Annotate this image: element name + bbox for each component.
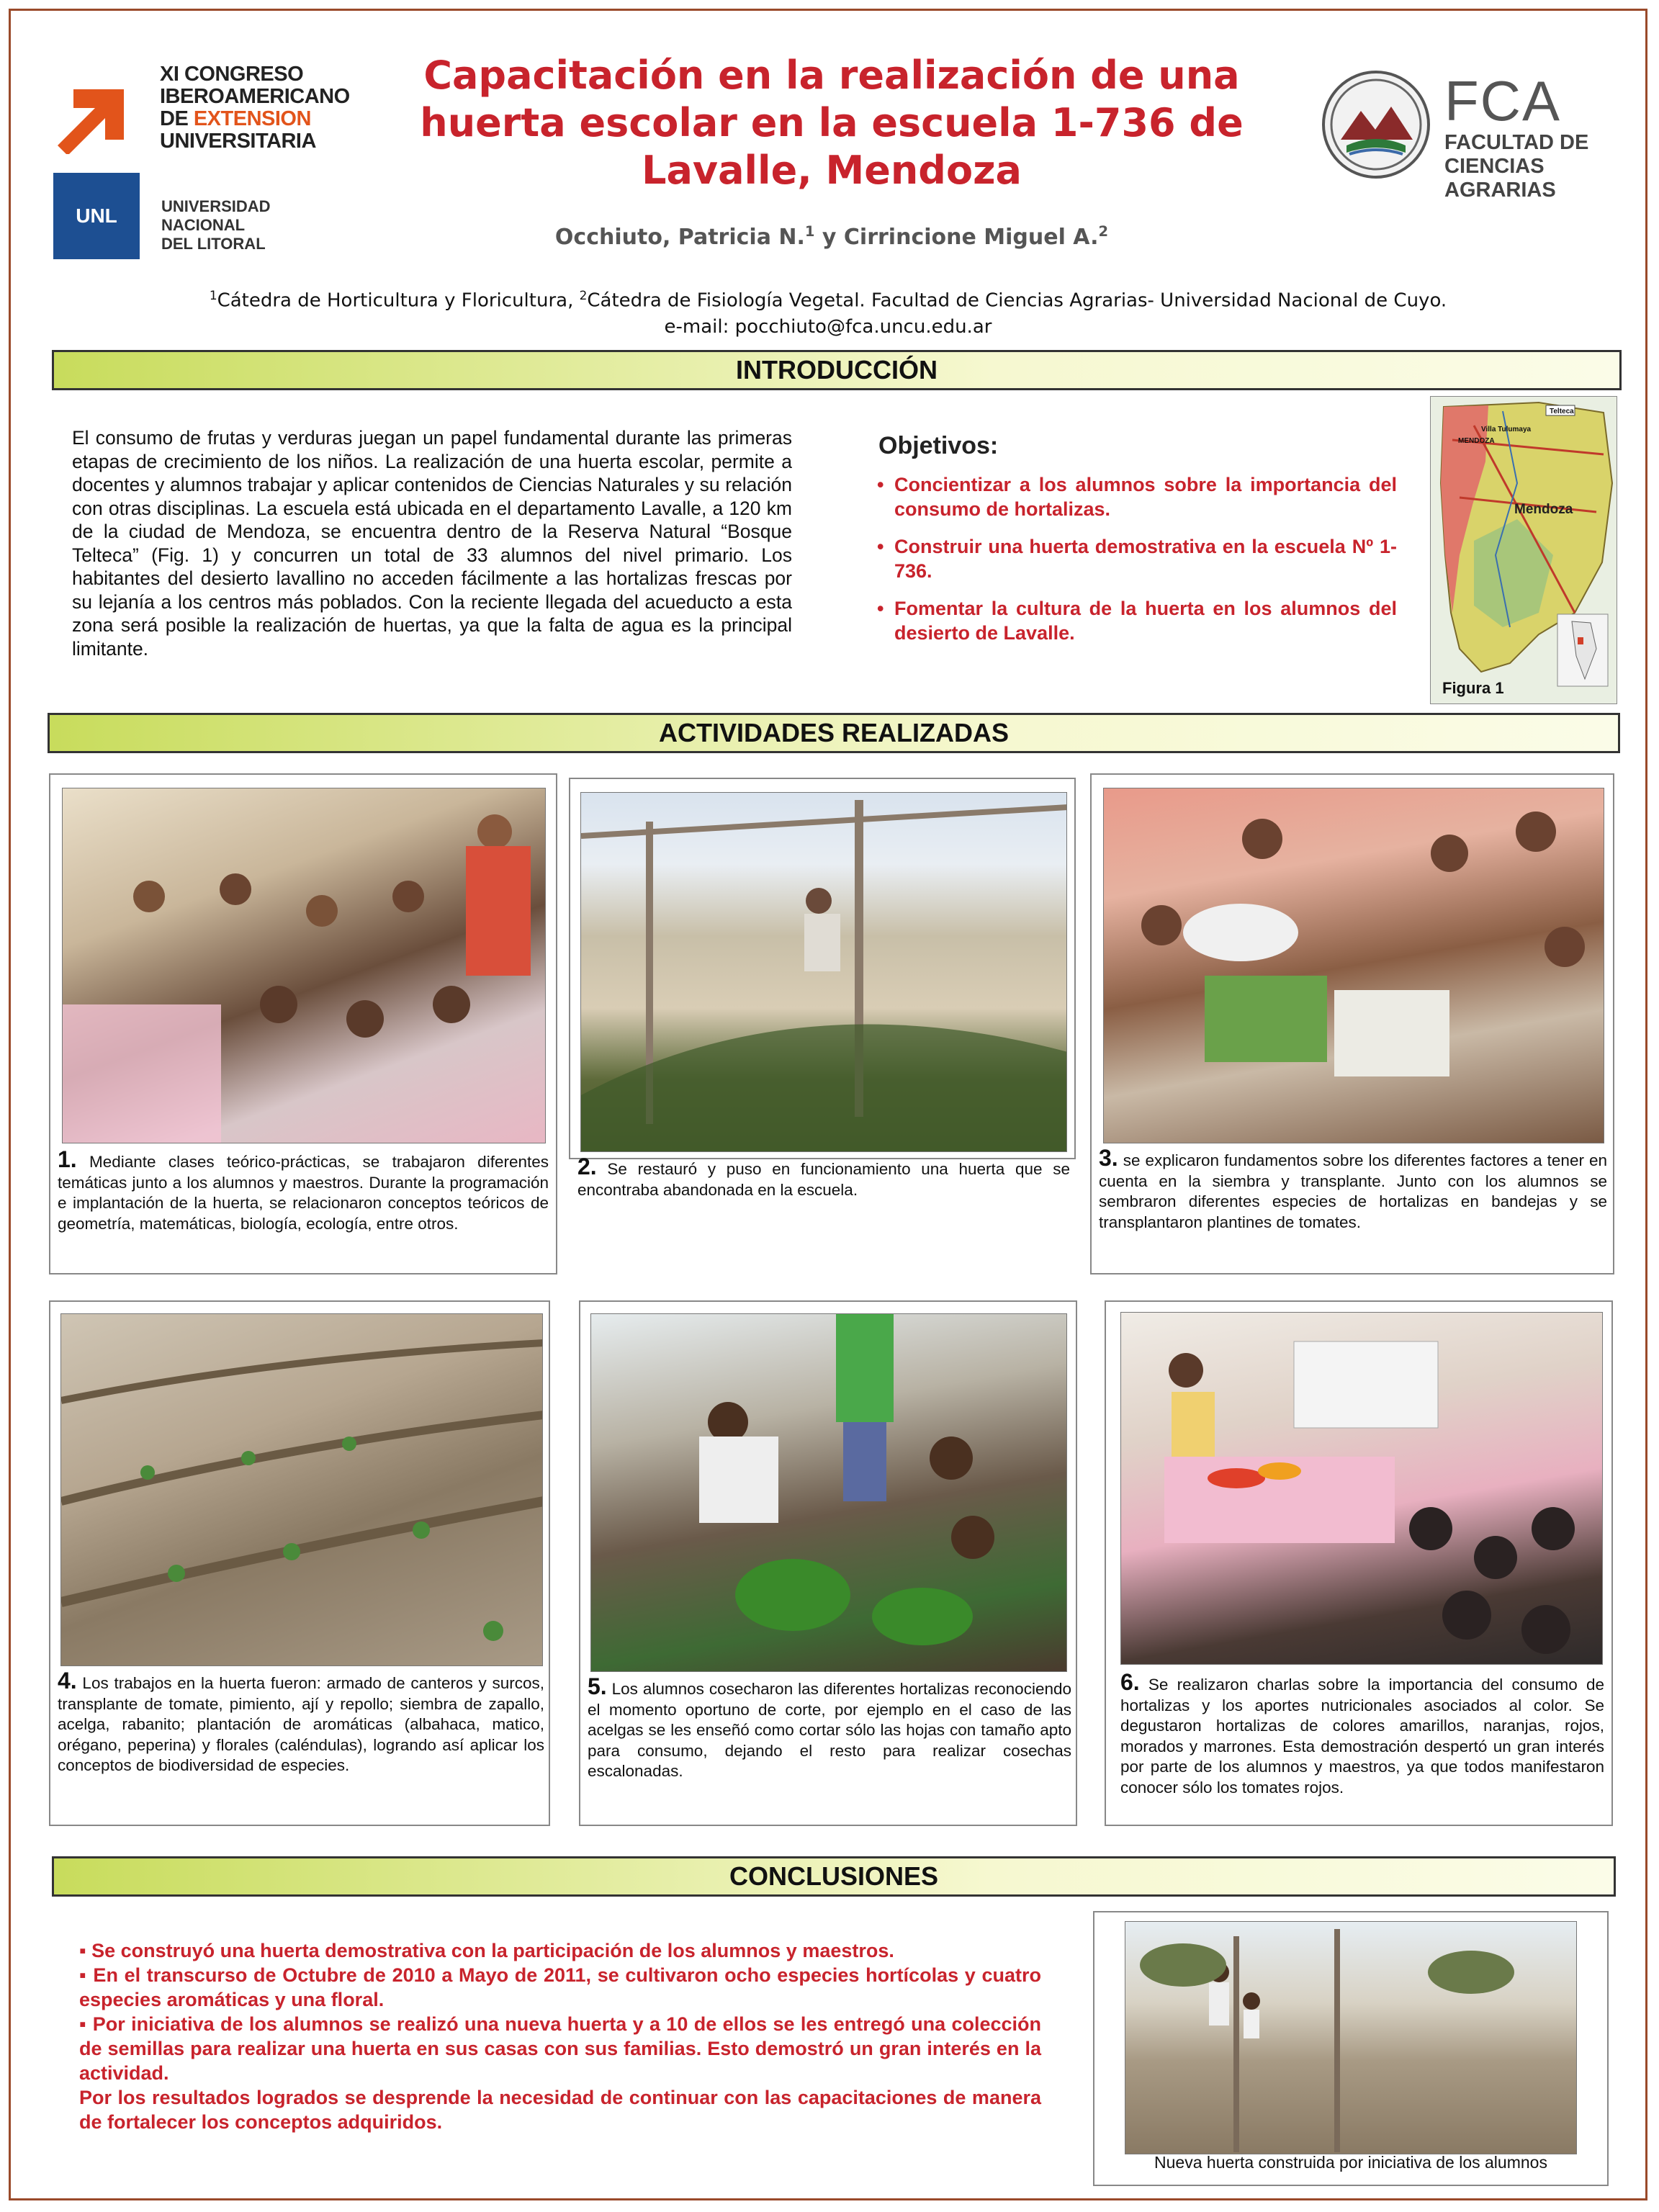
- activity-number-6: 6.: [1120, 1669, 1140, 1695]
- conclusions-list: [79, 1938, 1041, 2134]
- author-2-sup: 2: [1098, 223, 1109, 240]
- affiliations: [144, 282, 1512, 340]
- conclusion-item: ▪ En el transcurso de Octubre de 2010 a Mayo de 2011, se cultivaron ocho especies hortícolas y cuatro especies aromáticas y una floral.: [79, 1964, 1041, 2010]
- activity-number-5: 5.: [588, 1673, 607, 1699]
- congreso-logo: [52, 60, 350, 154]
- unl-badge: UNL: [53, 173, 140, 259]
- intro-paragraph: El consumo de frutas y verduras juegan un papel fundamental durante las primeras etapas de crecimiento de los niños. La realización de una huerta escolar, permite a docentes y alumnos trabajar y aplicar contenidos de Ciencias Naturales y su relación con otras disciplinas. La escuela está ubicada en el departamento Lavalle, a 120 km de la ciudad de Mendoza, se encuentra dentro de la Reserva Natural “Bosque Telteca” (Fig. 1) y concurren un total de 33 alumnos del nivel primario. Los habitantes del desierto lavallino no acceden fácilmente a las hortalizas frescas por su lejanía a los centros más poblados. Con la reciente llegada del acueducto a esta zona será posible la realización de huertas, ya que la falta de agua es la principal limitante.: [72, 427, 792, 660]
- new-garden-photo: [1125, 1921, 1577, 2154]
- affiliation-line: [144, 282, 1512, 314]
- activity-caption-2: [577, 1156, 1070, 1200]
- arrow-logo-icon: [52, 60, 145, 154]
- activity-caption-3: [1099, 1145, 1607, 1233]
- conclusion-photo-caption: Nueva huerta construida por iniciativa de los alumnos: [1154, 2153, 1547, 2172]
- section-header-intro: INTRODUCCIÓN: [52, 350, 1622, 390]
- map-caption: Figura 1: [1442, 679, 1504, 697]
- activity-number-4: 4.: [58, 1668, 77, 1694]
- map-label-telteca: Telteca: [1550, 408, 1574, 415]
- activity-number-2: 2.: [577, 1154, 597, 1179]
- activity-text-2: Se restauró y puso en funcionamiento una huerta que se encontraba abandonada en la escuela.: [577, 1160, 1070, 1199]
- activity-text-6: Se realizaron charlas sobre la importancia del consumo de hortalizas y los aportes nutricionales asociados al color. Se degustaron hortalizas de colores amarillos, naranjas, rojos, morados y marrones. Esta demostración despertó un gran interés por parte de los alumnos y maestros, ya que todos manifestaron conocer sólo los tomates rojos.: [1120, 1676, 1604, 1797]
- author-2: y Cirrincione Miguel A.: [814, 225, 1099, 250]
- affil-sup-1: 1: [209, 288, 217, 302]
- fca-abbr: FCA: [1444, 69, 1561, 132]
- author-1-sup: 1: [804, 223, 815, 240]
- activity-caption-6: [1120, 1669, 1604, 1798]
- author-1: Occhiuto, Patricia N.: [554, 225, 805, 250]
- activity-caption-4: [58, 1668, 544, 1776]
- activity-text-3: se explicaron fundamentos sobre los diferentes factores a tener en cuenta en la siembra y transplante. Junto con los alumnos se sembraron diferentes especies de hortalizas en bandejas y se transplantaron plantines de tomates.: [1099, 1151, 1607, 1231]
- activity-photo-3: [1103, 788, 1604, 1143]
- map-figure: [1430, 396, 1617, 704]
- activity-caption-5: [588, 1673, 1071, 1782]
- map-label-mendoza-province: Mendoza: [1514, 502, 1573, 517]
- poster-title: Capacitación en la realización de una huerta escolar en la escuela 1-736 de Lavalle, Mendoza: [420, 53, 1244, 193]
- conclusion-item: ▪ Por iniciativa de los alumnos se realizó una nueva huerta y a 10 de ellos se les entregó una colección de semillas para realizar una huerta en sus casas con sus familias. Esto demostró un gran interés en la actividad.: [79, 2013, 1041, 2084]
- activity-photo-1: [62, 788, 546, 1143]
- congreso-line1: XI CONGRESO: [160, 63, 304, 86]
- objective-item: • Fomentar la cultura de la huerta en los alumnos del desierto de Lavalle.: [877, 596, 1397, 645]
- section-header-activities: ACTIVIDADES REALIZADAS: [48, 713, 1620, 753]
- congreso-logo-text: [160, 63, 350, 153]
- section-header-conclusions: CONCLUSIONES: [52, 1856, 1616, 1897]
- activity-caption-1: [58, 1146, 549, 1234]
- authors: [374, 223, 1289, 250]
- activity-text-1: Mediante clases teórico-prácticas, se trabajaron diferentes temáticas junto a los alumnos y maestros. Durante la programación e implantación de la huerta, se relacionaron conceptos teóricos de geometría, matemáticas, biología, ecología, entre otros.: [58, 1153, 549, 1233]
- congreso-line3: [160, 108, 350, 130]
- map-label-mendoza-city: MENDOZA: [1458, 437, 1495, 445]
- fca-seal-icon: [1322, 71, 1430, 179]
- activity-card-5: [579, 1300, 1077, 1826]
- fca-line2: CIENCIAS AGRARIAS: [1444, 155, 1556, 202]
- fca-line1: FACULTAD DE: [1444, 131, 1589, 154]
- objectives-title: Objetivos:: [878, 432, 999, 459]
- activity-text-5: Los alumnos cosecharon las diferentes hortalizas reconociendo el momento oportuno de corte, por ejemplo en el caso de las acelgas se les enseñó como cortar sólo las hojas con tamaño apto para consumo, dejando el resto para realizar cosechas escalonadas.: [588, 1680, 1071, 1780]
- affil-text-2: Cátedra de Fisiología Vegetal. Facultad de Ciencias Agrarias- Universidad Nacional de Cuyo.: [587, 289, 1447, 312]
- unl-line2: DEL LITORAL: [161, 235, 266, 253]
- activity-card-2: [569, 778, 1076, 1199]
- activity-card-6: [1105, 1300, 1613, 1826]
- activity-number-1: 1.: [58, 1146, 77, 1172]
- activity-number-3: 3.: [1099, 1145, 1118, 1171]
- conclusion-photo-card: [1093, 1911, 1609, 2186]
- map-label-villa: Villa Tulumaya: [1481, 426, 1532, 433]
- conclusion-item: Por los resultados logrados se desprende la necesidad de continuar con las capacitaciones de manera de fortalecer los conceptos adquiridos.: [79, 2087, 1041, 2133]
- activity-card-3: [1090, 773, 1614, 1274]
- activity-text-4: Los trabajos en la huerta fueron: armado de canteros y surcos, transplante de tomate, pimiento, ají y repollo; siembra de zapallo, acelga, rabanito; plantación de aromáticas (albahaca, matico, orégano, peperina) y florales (caléndulas), logrando así aplicar los conceptos de biodiversidad de especies.: [58, 1674, 544, 1774]
- contact-email: e-mail: pocchiuto@fca.uncu.edu.ar: [664, 315, 992, 338]
- unl-logo-text: [161, 197, 356, 253]
- fca-logo-text: [1444, 71, 1624, 202]
- objectives-list: [877, 472, 1397, 658]
- activity-photo-2: [580, 792, 1067, 1152]
- activity-photo-6: [1120, 1312, 1603, 1665]
- conclusion-item: ▪ Se construyó una huerta demostrativa con la participación de los alumnos y maestros.: [79, 1940, 894, 1961]
- activity-photo-4: [60, 1313, 543, 1666]
- activity-photo-5: [590, 1313, 1067, 1672]
- objective-item: • Concientizar a los alumnos sobre la importancia del consumo de hortalizas.: [877, 472, 1397, 521]
- affil-text-1: Cátedra de Horticultura y Floricultura,: [217, 289, 580, 312]
- congreso-line3-extension: EXTENSION: [193, 107, 311, 130]
- objective-item: • Construir una huerta demostrativa en la escuela Nº 1-736.: [877, 534, 1397, 583]
- mendoza-map-image: [1431, 397, 1617, 703]
- congreso-line4: UNIVERSITARIA: [160, 130, 316, 153]
- fca-logo: [1322, 69, 1624, 202]
- activity-card-4: [49, 1300, 550, 1826]
- activity-card-1: [49, 773, 557, 1274]
- affil-sup-2: 2: [579, 288, 588, 302]
- unl-logo: [53, 173, 356, 259]
- congreso-line3-de: DE: [160, 107, 194, 130]
- unl-line1: UNIVERSIDAD NACIONAL: [161, 197, 271, 234]
- congreso-line2: IBEROAMERICANO: [160, 85, 350, 108]
